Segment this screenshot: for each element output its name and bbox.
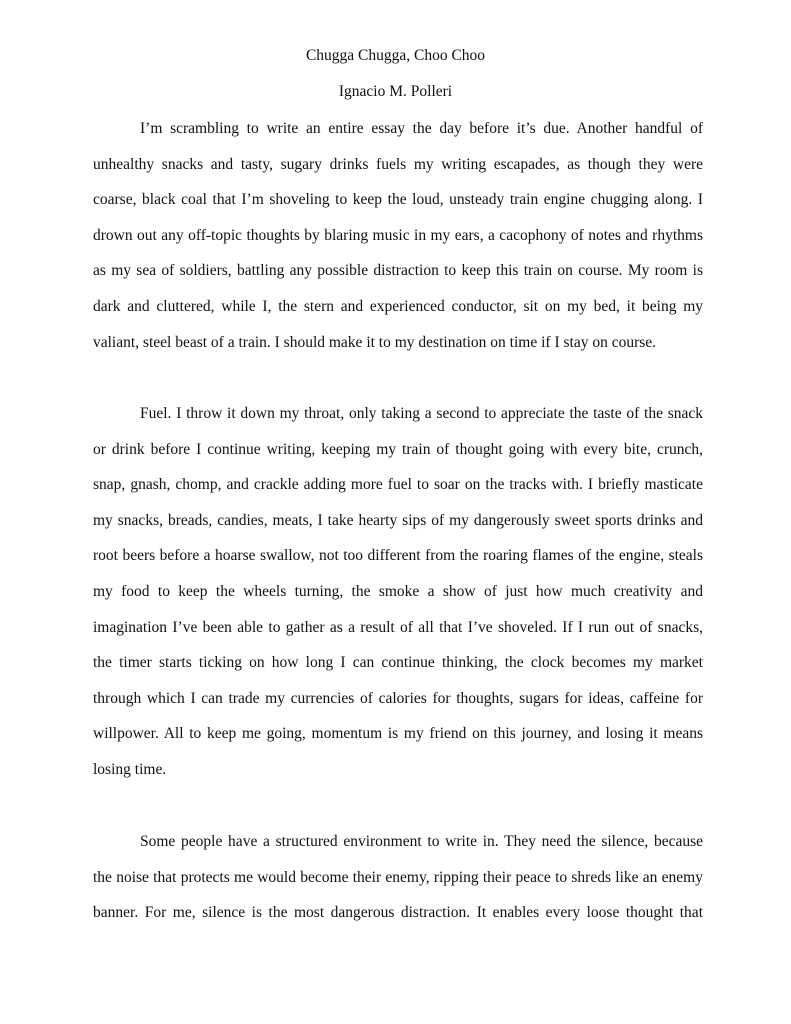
- paragraph-line: losing time.: [93, 760, 167, 778]
- paragraph-line: dark and cluttered, while I, the stern and experienced conductor, sit on my bed, it being my: [93, 297, 703, 315]
- paragraph-line: as my sea of soldiers, battling any possible distraction to keep this train on course. My room is: [93, 262, 703, 280]
- paragraph-line: willpower. All to keep me going, momentum is my friend on this journey, and losing it means: [93, 725, 703, 743]
- paragraph-line: imagination I’ve been able to gather as a result of all that I’ve shoveled. If I run out of snacks,: [93, 618, 703, 636]
- paragraph-line: the noise that protects me would become their enemy, ripping their peace to shreds like an enemy: [93, 868, 703, 886]
- paragraph-line: Some people have a structured environment to write in. They need the silence, because: [140, 833, 703, 850]
- paragraph-line: or drink before I continue writing, keeping my train of thought going with every bite, crunch,: [93, 440, 703, 458]
- paragraph-line: valiant, steel beast of a train. I should make it to my destination on time if I stay on course.: [93, 333, 657, 351]
- paragraph-line: banner. For me, silence is the most dangerous distraction. It enables every loose thought that: [93, 904, 703, 922]
- paragraph-line: through which I can trade my currencies of calories for thoughts, sugars for ideas, caffeine for: [93, 689, 703, 707]
- paragraph-line: root beers before a hoarse swallow, not too different from the roaring flames of the engine, steals: [93, 547, 703, 565]
- paragraph-2: [93, 396, 703, 788]
- paragraph-3: [93, 824, 703, 931]
- paragraph-line: my food to keep the wheels turning, the smoke a show of just how much creativity and: [93, 582, 703, 600]
- paragraph-line: my snacks, breads, candies, meats, I take hearty sips of my dangerously sweet sports drinks and: [93, 511, 703, 529]
- paragraph-line: drown out any off-topic thoughts by blaring music in my ears, a cacophony of notes and rhythms: [93, 226, 703, 244]
- document-author: Ignacio M. Polleri: [338, 83, 453, 100]
- paragraph-line: the timer starts ticking on how long I can continue thinking, the clock becomes my market: [93, 654, 703, 672]
- paragraph-line: coarse, black coal that I’m shoveling to keep the loud, unsteady train engine chugging along. I: [93, 191, 703, 209]
- paragraph-line: I’m scrambling to write an entire essay the day before it’s due. Another handful of: [140, 120, 703, 137]
- paragraph-line: Fuel. I throw it down my throat, only taking a second to appreciate the taste of the snack: [140, 405, 703, 422]
- paragraph-line: snap, gnash, chomp, and crackle adding more fuel to soar on the tracks with. I briefly masticate: [93, 476, 703, 494]
- paragraph-1: [93, 111, 703, 360]
- paragraph-line: unhealthy snacks and tasty, sugary drinks fuels my writing escapades, as though they were: [93, 155, 703, 173]
- document-title: Chugga Chugga, Choo Choo: [305, 47, 486, 64]
